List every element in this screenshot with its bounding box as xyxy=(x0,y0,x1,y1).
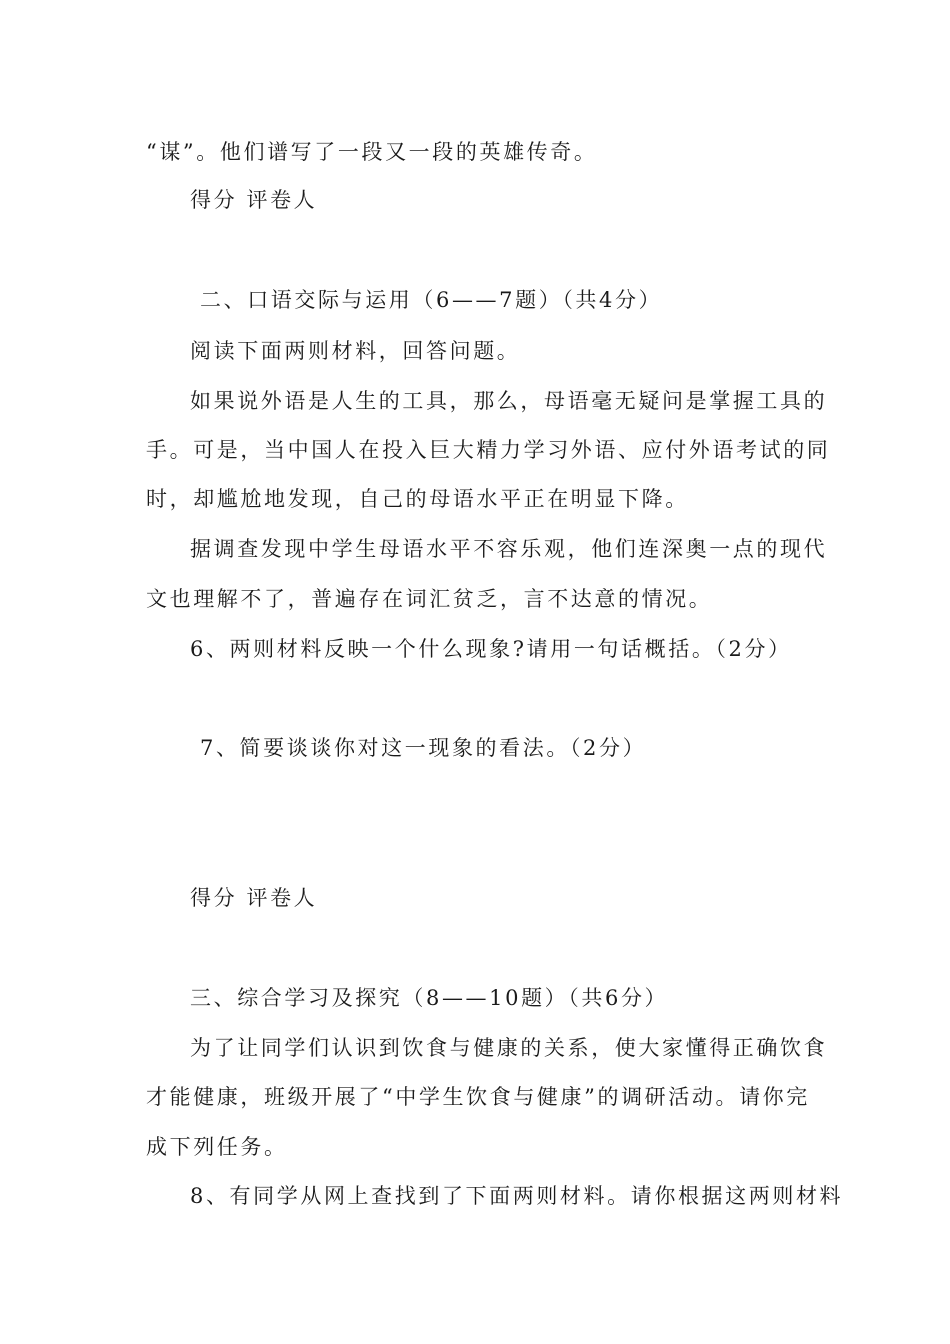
score-label: 得分 评卷人 xyxy=(190,886,318,910)
text-line: 成下列任务。 xyxy=(146,1135,288,1159)
text-line: 据调查发现中学生母语水平不容乐观，他们连深奥一点的现代 xyxy=(190,537,828,561)
question-6: 6、两则材料反映一个什么现象?请用一句话概括。（2分） xyxy=(190,637,792,661)
score-label: 得分 评卷人 xyxy=(190,188,318,212)
section-heading: 二、口语交际与运用（6——7题）（共4分） xyxy=(200,288,663,312)
text-line: 为了让同学们认识到饮食与健康的关系，使大家懂得正确饮食 xyxy=(190,1036,828,1060)
question-7: 7、简要谈谈你对这一现象的看法。（2分） xyxy=(200,736,647,760)
text-line: 文也理解不了，普遍存在词汇贫乏，言不达意的情况。 xyxy=(146,587,713,611)
text-line: 阅读下面两则材料，回答问题。 xyxy=(190,339,521,363)
text-line: 如果说外语是人生的工具，那么，母语毫无疑问是掌握工具的 xyxy=(190,389,828,413)
text-line: “谋”。他们谱写了一段又一段的英雄传奇。 xyxy=(146,140,598,164)
question-8: 8、有同学从网上查找到了下面两则材料。请你根据这两则材料 xyxy=(190,1184,844,1208)
text-line: 手。可是，当中国人在投入巨大精力学习外语、应付外语考试的同 xyxy=(146,438,831,462)
text-line: 时，却尴尬地发现，自己的母语水平正在明显下降。 xyxy=(146,487,689,511)
text-line: 才能健康，班级开展了“中学生饮食与健康”的调研活动。请你完 xyxy=(146,1085,810,1109)
section-heading: 三、综合学习及探究（8——10题）（共6分） xyxy=(190,986,669,1010)
